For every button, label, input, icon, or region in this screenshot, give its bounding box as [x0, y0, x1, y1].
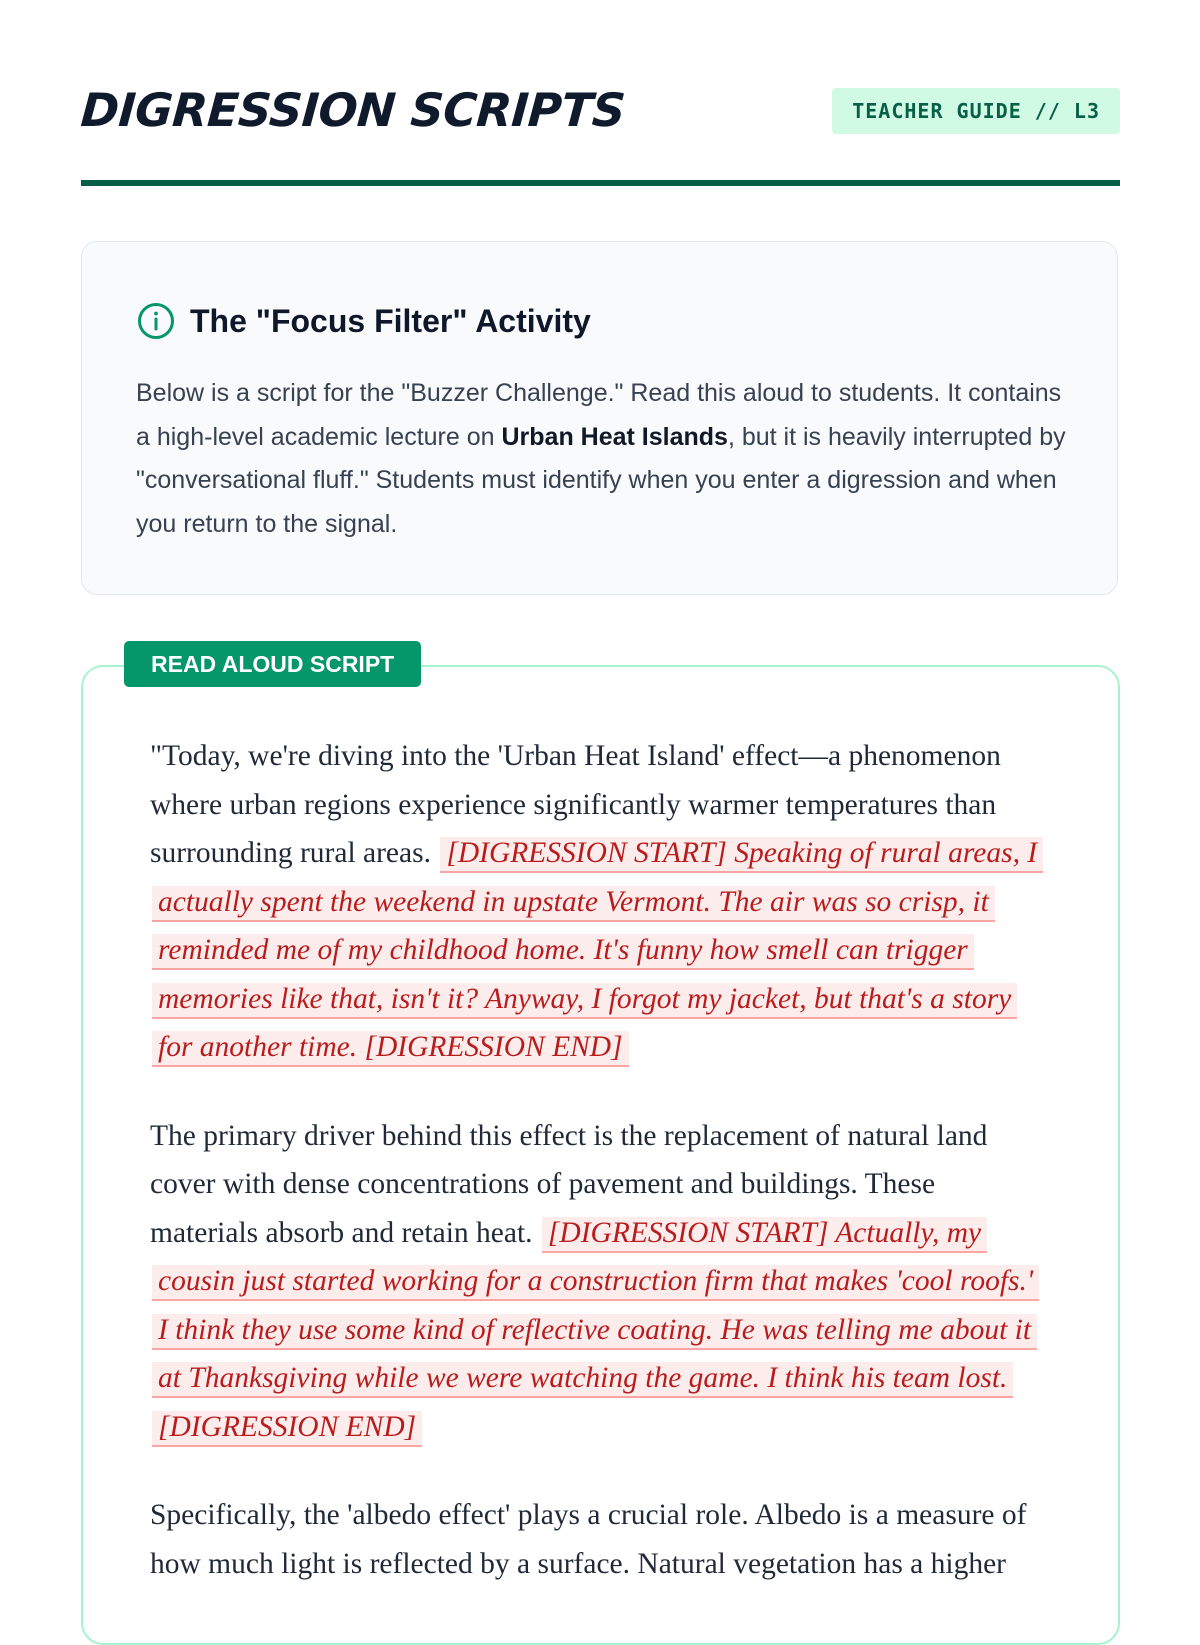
lecture-text: The primary driver behind this effect is the replacement of natural land cover with dense concentrations of pavement and buildings. These materials absorb and retain heat. [150, 1119, 988, 1249]
activity-intro-before: Below is a script for the "Buzzer Challenge." Read this aloud to students. It contains a high-level academic lecture on [136, 379, 1062, 451]
page-title: DIGRESSION SCRIPTS [79, 83, 627, 137]
script-body [150, 732, 1050, 1628]
page-header [81, 78, 1120, 150]
lecture-text: Specifically, the 'albedo effect' plays a crucial role. Albedo is a measure of how much light is reflected by a surface. Natural vegetation has a higher [150, 1499, 1027, 1580]
info-icon [136, 301, 176, 341]
activity-title: The "Focus Filter" Activity [190, 303, 591, 339]
script-paragraph [150, 732, 1050, 1072]
guide-level-badge: TEACHER GUIDE // L3 [832, 88, 1120, 134]
lecture-text: "Today, we're diving into the 'Urban Heat Island' effect—a phenomenon where urban regions experience significantly warmer temperatures than surrounding rural areas. [150, 740, 1001, 869]
script-label-tab: READ ALOUD SCRIPT [124, 641, 421, 687]
script-paragraph [150, 1491, 1050, 1588]
activity-description [136, 372, 1071, 546]
digression-highlight: [DIGRESSION START] Speaking of rural areas, I actually spent the weekend in upstate Vermont. The air was so crisp, it reminded me of my childhood home. It's funny how smell can trigger memories like that, isn't it? Anyway, I forgot my jacket, but that's a story for another time. [DIGRESSION END] [152, 837, 1043, 1067]
activity-info-card [81, 241, 1118, 595]
activity-info-header [136, 298, 591, 344]
script-paragraph [150, 1112, 1050, 1452]
activity-intro-after: , but it is heavily interrupted by "conversational fluff." Students must identify when you enter a digression and when you return to the signal. [136, 422, 1066, 538]
digression-highlight: [DIGRESSION START] Actually, my cousin just started working for a construction firm that makes 'cool roofs.' I think they use some kind of reflective coating. He was telling me about it at Thanksgiving while we were watching the game. I think his team lost. [DIGRESSION END] [152, 1217, 1039, 1447]
activity-topic: Urban Heat Islands [501, 422, 728, 451]
header-divider [81, 180, 1120, 186]
